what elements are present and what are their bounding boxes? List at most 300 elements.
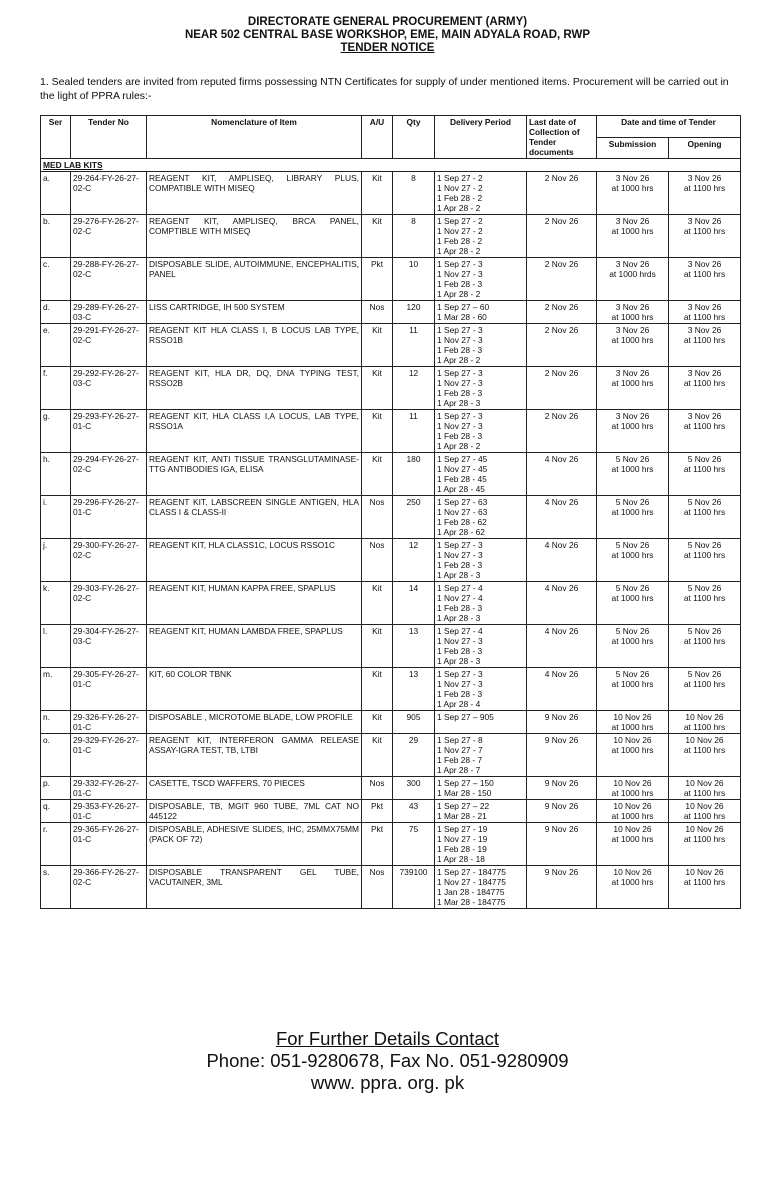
- opening-line: at 1100 hrs: [683, 183, 726, 193]
- cell-qty: 8: [393, 172, 435, 215]
- cell-submission: [597, 582, 669, 625]
- delivery-line: 1 Nov 27 - 3: [437, 636, 483, 646]
- cell-tender-no: 29-353-FY-26-27-01-C: [71, 800, 147, 823]
- delivery-line: 1 Apr 28 - 3: [437, 656, 481, 666]
- opening-line: at 1100 hrs: [683, 877, 726, 887]
- submission-line: at 1000 hrds: [609, 269, 656, 279]
- cell-delivery: [435, 496, 527, 539]
- submission-line: 3 Nov 26: [615, 216, 650, 226]
- cell-ser: n.: [41, 711, 71, 734]
- delivery-line: 1 Sep 27 – 22: [437, 801, 490, 811]
- cell-au: Kit: [362, 668, 393, 711]
- cell-tender-no: 29-296-FY-26-27-01-C: [71, 496, 147, 539]
- delivery-line: 1 Sep 27 - 3: [437, 669, 483, 679]
- cell-delivery: [435, 215, 527, 258]
- cell-ser: i.: [41, 496, 71, 539]
- cell-nomenclature: DISPOSABLE TRANSPARENT GEL TUBE, VACUTAINER, 3ML: [147, 866, 362, 909]
- cell-submission: [597, 711, 669, 734]
- submission-line: 10 Nov 26: [613, 712, 652, 722]
- delivery-line: 1 Sep 27 - 63: [437, 497, 488, 507]
- cell-nomenclature: KIT, 60 COLOR TBNK: [147, 668, 362, 711]
- cell-nomenclature: REAGENT KIT, HLA DR, DQ, DNA TYPING TEST, RSSO2B: [147, 367, 362, 410]
- cell-qty: 11: [393, 324, 435, 367]
- cell-delivery: [435, 582, 527, 625]
- delivery-line: 1 Nov 27 - 4: [437, 593, 483, 603]
- delivery-line: 1 Apr 28 - 18: [437, 854, 485, 864]
- cell-delivery: [435, 539, 527, 582]
- cell-au: Kit: [362, 215, 393, 258]
- delivery-line: 1 Apr 28 - 7: [437, 765, 481, 775]
- cell-tender-no: 29-300-FY-26-27-02-C: [71, 539, 147, 582]
- header-title: TENDER NOTICE: [340, 42, 435, 54]
- cell-tender-no: 29-326-FY-26-27-01-C: [71, 711, 147, 734]
- submission-line: 3 Nov 26: [615, 368, 650, 378]
- cell-last-date: 4 Nov 26: [527, 453, 597, 496]
- cell-nomenclature: REAGENT KIT, ANTI TISSUE TRANSGLUTAMINASE-TTG ANTIBODIES IGA, ELISA: [147, 453, 362, 496]
- submission-line: 10 Nov 26: [613, 735, 652, 745]
- cell-opening: [669, 777, 741, 800]
- cell-nomenclature: REAGENT KIT, HLA CLASS1C, LOCUS RSSO1C: [147, 539, 362, 582]
- delivery-line: 1 Mar 28 - 150: [437, 788, 492, 798]
- cell-nomenclature: REAGENT KIT, INTERFERON GAMMA RELEASE ASSAY-IGRA TEST, TB, LTBI: [147, 734, 362, 777]
- notice-header: [0, 16, 775, 55]
- cell-tender-no: 29-294-FY-26-27-02-C: [71, 453, 147, 496]
- cell-delivery: [435, 324, 527, 367]
- opening-line: at 1100 hrs: [683, 788, 726, 798]
- delivery-line: 1 Apr 28 - 4: [437, 699, 481, 709]
- cell-submission: [597, 668, 669, 711]
- col-au: A/U: [362, 116, 393, 159]
- cell-qty: 300: [393, 777, 435, 800]
- cell-submission: [597, 324, 669, 367]
- delivery-line: 1 Nov 27 - 63: [437, 507, 488, 517]
- opening-line: 5 Nov 26: [687, 540, 722, 550]
- delivery-line: 1 Nov 27 - 19: [437, 834, 488, 844]
- cell-ser: k.: [41, 582, 71, 625]
- cell-ser: j.: [41, 539, 71, 582]
- delivery-line: 1 Apr 28 - 3: [437, 570, 481, 580]
- opening-line: at 1100 hrs: [683, 507, 726, 517]
- cell-delivery: [435, 734, 527, 777]
- opening-line: at 1100 hrs: [683, 421, 726, 431]
- cell-qty: 43: [393, 800, 435, 823]
- cell-au: Nos: [362, 777, 393, 800]
- cell-opening: [669, 866, 741, 909]
- delivery-line: 1 Mar 28 - 60: [437, 312, 487, 322]
- submission-line: at 1000 hrs: [611, 636, 654, 646]
- delivery-line: 1 Jan 28 - 184775: [437, 887, 505, 897]
- cell-opening: [669, 410, 741, 453]
- table-row: [41, 301, 741, 324]
- opening-line: 5 Nov 26: [687, 454, 722, 464]
- cell-ser: o.: [41, 734, 71, 777]
- cell-au: Pkt: [362, 800, 393, 823]
- cell-qty: 120: [393, 301, 435, 324]
- cell-submission: [597, 410, 669, 453]
- table-row: [41, 324, 741, 367]
- opening-line: 3 Nov 26: [687, 216, 722, 226]
- tender-table: [40, 115, 741, 909]
- delivery-line: 1 Apr 28 - 2: [437, 246, 481, 256]
- header-line-1: DIRECTORATE GENERAL PROCUREMENT (ARMY): [247, 16, 528, 28]
- cell-opening: [669, 625, 741, 668]
- cell-submission: [597, 215, 669, 258]
- cell-au: Kit: [362, 367, 393, 410]
- cell-last-date: 9 Nov 26: [527, 800, 597, 823]
- delivery-line: 1 Nov 27 - 184775: [437, 877, 506, 887]
- cell-submission: [597, 734, 669, 777]
- delivery-line: 1 Nov 27 - 3: [437, 421, 483, 431]
- submission-line: at 1000 hrs: [611, 550, 654, 560]
- opening-line: at 1100 hrs: [683, 745, 726, 755]
- submission-line: at 1000 hrs: [611, 788, 654, 798]
- delivery-line: 1 Feb 28 - 3: [437, 689, 483, 699]
- cell-ser: g.: [41, 410, 71, 453]
- delivery-line: 1 Sep 27 - 19: [437, 824, 488, 834]
- opening-line: at 1100 hrs: [683, 550, 726, 560]
- section-row: [41, 159, 741, 172]
- submission-line: at 1000 hrs: [611, 335, 654, 345]
- submission-line: at 1000 hrs: [611, 378, 654, 388]
- tender-table-wrapper: [40, 115, 740, 909]
- cell-nomenclature: LISS CARTRIDGE, IH 500 SYSTEM: [147, 301, 362, 324]
- cell-delivery: [435, 625, 527, 668]
- cell-last-date: 2 Nov 26: [527, 301, 597, 324]
- cell-opening: [669, 823, 741, 866]
- cell-qty: 739100: [393, 866, 435, 909]
- cell-tender-no: 29-292-FY-26-27-03-C: [71, 367, 147, 410]
- delivery-line: 1 Apr 28 - 2: [437, 289, 481, 299]
- delivery-line: 1 Feb 28 - 62: [437, 517, 487, 527]
- cell-ser: f.: [41, 367, 71, 410]
- cell-tender-no: 29-304-FY-26-27-03-C: [71, 625, 147, 668]
- cell-au: Kit: [362, 172, 393, 215]
- table-row: [41, 823, 741, 866]
- cell-au: Pkt: [362, 823, 393, 866]
- cell-submission: [597, 453, 669, 496]
- submission-line: at 1000 hrs: [611, 811, 654, 821]
- cell-submission: [597, 823, 669, 866]
- delivery-line: 1 Apr 28 - 45: [437, 484, 485, 494]
- cell-last-date: 4 Nov 26: [527, 539, 597, 582]
- cell-delivery: [435, 453, 527, 496]
- cell-submission: [597, 496, 669, 539]
- cell-au: Nos: [362, 301, 393, 324]
- submission-line: 3 Nov 26: [615, 325, 650, 335]
- opening-line: 3 Nov 26: [687, 325, 722, 335]
- cell-qty: 13: [393, 668, 435, 711]
- submission-line: at 1000 hrs: [611, 507, 654, 517]
- submission-line: at 1000 hrs: [611, 745, 654, 755]
- cell-au: Kit: [362, 410, 393, 453]
- opening-line: at 1100 hrs: [683, 679, 726, 689]
- cell-tender-no: 29-289-FY-26-27-03-C: [71, 301, 147, 324]
- delivery-line: 1 Apr 28 - 2: [437, 355, 481, 365]
- cell-delivery: [435, 258, 527, 301]
- cell-ser: p.: [41, 777, 71, 800]
- cell-opening: [669, 453, 741, 496]
- cell-tender-no: 29-366-FY-26-27-02-C: [71, 866, 147, 909]
- cell-ser: d.: [41, 301, 71, 324]
- submission-line: at 1000 hrs: [611, 421, 654, 431]
- submission-line: 10 Nov 26: [613, 778, 652, 788]
- cell-last-date: 4 Nov 26: [527, 582, 597, 625]
- col-opening: Opening: [669, 137, 741, 159]
- cell-submission: [597, 866, 669, 909]
- submission-line: at 1000 hrs: [611, 722, 654, 732]
- contact-footer: [0, 1028, 775, 1094]
- cell-last-date: 2 Nov 26: [527, 367, 597, 410]
- cell-nomenclature: DISPOSABLE, TB, MGIT 960 TUBE, 7ML CAT NO 445122: [147, 800, 362, 823]
- cell-last-date: 9 Nov 26: [527, 734, 597, 777]
- delivery-line: 1 Sep 27 - 4: [437, 626, 483, 636]
- cell-qty: 12: [393, 367, 435, 410]
- delivery-line: 1 Feb 28 - 3: [437, 646, 483, 656]
- opening-line: at 1100 hrs: [683, 312, 726, 322]
- opening-line: 3 Nov 26: [687, 368, 722, 378]
- delivery-line: 1 Apr 28 - 3: [437, 613, 481, 623]
- delivery-line: 1 Sep 27 - 3: [437, 259, 483, 269]
- cell-ser: r.: [41, 823, 71, 866]
- cell-last-date: 4 Nov 26: [527, 668, 597, 711]
- cell-submission: [597, 539, 669, 582]
- table-row: [41, 625, 741, 668]
- col-datetime: Date and time of Tender: [597, 116, 741, 138]
- cell-opening: [669, 301, 741, 324]
- footer-phone-fax: Phone: 051-9280678, Fax No. 051-9280909: [206, 1050, 569, 1071]
- opening-line: at 1100 hrs: [683, 378, 726, 388]
- cell-au: Nos: [362, 496, 393, 539]
- cell-opening: [669, 539, 741, 582]
- opening-line: at 1100 hrs: [683, 335, 726, 345]
- delivery-line: 1 Feb 28 - 3: [437, 345, 483, 355]
- table-row: [41, 539, 741, 582]
- cell-qty: 14: [393, 582, 435, 625]
- cell-qty: 250: [393, 496, 435, 539]
- opening-line: 5 Nov 26: [687, 497, 722, 507]
- delivery-line: 1 Apr 28 - 3: [437, 398, 481, 408]
- cell-last-date: 2 Nov 26: [527, 172, 597, 215]
- cell-ser: q.: [41, 800, 71, 823]
- opening-line: 5 Nov 26: [687, 626, 722, 636]
- cell-last-date: 9 Nov 26: [527, 711, 597, 734]
- delivery-line: 1 Apr 28 - 2: [437, 203, 481, 213]
- cell-delivery: [435, 668, 527, 711]
- table-row: [41, 668, 741, 711]
- submission-line: at 1000 hrs: [611, 312, 654, 322]
- opening-line: at 1100 hrs: [683, 593, 726, 603]
- opening-line: at 1100 hrs: [683, 269, 726, 279]
- cell-au: Nos: [362, 539, 393, 582]
- submission-line: at 1000 hrs: [611, 183, 654, 193]
- opening-line: 5 Nov 26: [687, 583, 722, 593]
- cell-au: Kit: [362, 711, 393, 734]
- cell-tender-no: 29-365-FY-26-27-01-C: [71, 823, 147, 866]
- cell-last-date: 9 Nov 26: [527, 866, 597, 909]
- cell-opening: [669, 324, 741, 367]
- cell-tender-no: 29-288-FY-26-27-02-C: [71, 258, 147, 301]
- cell-submission: [597, 301, 669, 324]
- delivery-line: 1 Nov 27 - 2: [437, 183, 483, 193]
- cell-last-date: 4 Nov 26: [527, 625, 597, 668]
- cell-tender-no: 29-264-FY-26-27-02-C: [71, 172, 147, 215]
- delivery-line: 1 Sep 27 - 184775: [437, 867, 506, 877]
- tender-table-body: [41, 159, 741, 909]
- submission-line: at 1000 hrs: [611, 593, 654, 603]
- cell-nomenclature: REAGENT KIT, AMPLISEQ, BRCA PANEL, COMPTIBLE WITH MISEQ: [147, 215, 362, 258]
- cell-nomenclature: REAGENT KIT, LABSCREEN SINGLE ANTIGEN, HLA CLASS I & CLASS-II: [147, 496, 362, 539]
- col-last-date: Last date of Collection of Tender documents: [527, 116, 597, 159]
- opening-line: 10 Nov 26: [685, 778, 724, 788]
- footer-contact-heading: For Further Details Contact: [275, 1028, 500, 1049]
- opening-line: 3 Nov 26: [687, 302, 722, 312]
- table-row: [41, 496, 741, 539]
- cell-delivery: [435, 410, 527, 453]
- cell-ser: h.: [41, 453, 71, 496]
- table-row: [41, 453, 741, 496]
- cell-last-date: 4 Nov 26: [527, 496, 597, 539]
- submission-line: 10 Nov 26: [613, 867, 652, 877]
- cell-qty: 13: [393, 625, 435, 668]
- cell-ser: s.: [41, 866, 71, 909]
- submission-line: at 1000 hrs: [611, 877, 654, 887]
- cell-submission: [597, 800, 669, 823]
- delivery-line: 1 Feb 28 - 3: [437, 560, 483, 570]
- submission-line: at 1000 hrs: [611, 679, 654, 689]
- table-row: [41, 172, 741, 215]
- cell-qty: 12: [393, 539, 435, 582]
- delivery-line: 1 Mar 28 - 184775: [437, 897, 506, 907]
- delivery-line: 1 Feb 28 - 3: [437, 279, 483, 289]
- cell-qty: 8: [393, 215, 435, 258]
- delivery-line: 1 Apr 28 - 62: [437, 527, 485, 537]
- submission-line: 10 Nov 26: [613, 824, 652, 834]
- col-nomenclature: Nomenclature of Item: [147, 116, 362, 159]
- delivery-line: 1 Sep 27 - 4: [437, 583, 483, 593]
- cell-opening: [669, 711, 741, 734]
- cell-au: Kit: [362, 625, 393, 668]
- delivery-line: 1 Nov 27 - 3: [437, 378, 483, 388]
- cell-submission: [597, 172, 669, 215]
- delivery-line: 1 Sep 27 - 3: [437, 368, 483, 378]
- opening-line: 10 Nov 26: [685, 712, 724, 722]
- cell-last-date: 2 Nov 26: [527, 258, 597, 301]
- cell-delivery: [435, 367, 527, 410]
- cell-nomenclature: DISPOSABLE , MICROTOME BLADE, LOW PROFILE: [147, 711, 362, 734]
- opening-line: 10 Nov 26: [685, 867, 724, 877]
- cell-au: Pkt: [362, 258, 393, 301]
- opening-line: 10 Nov 26: [685, 824, 724, 834]
- delivery-line: 1 Mar 28 - 21: [437, 811, 487, 821]
- delivery-line: 1 Nov 27 - 3: [437, 679, 483, 689]
- cell-nomenclature: REAGENT KIT HLA CLASS I, B LOCUS LAB TYPE, RSSO1B: [147, 324, 362, 367]
- cell-opening: [669, 367, 741, 410]
- cell-delivery: [435, 301, 527, 324]
- cell-qty: 29: [393, 734, 435, 777]
- footer-website: www. ppra. org. pk: [310, 1072, 465, 1093]
- col-delivery: Delivery Period: [435, 116, 527, 159]
- cell-au: Nos: [362, 866, 393, 909]
- cell-au: Kit: [362, 453, 393, 496]
- delivery-line: 1 Feb 28 - 7: [437, 755, 483, 765]
- submission-line: at 1000 hrs: [611, 226, 654, 236]
- delivery-line: 1 Sep 27 – 60: [437, 302, 490, 312]
- delivery-line: 1 Feb 28 - 3: [437, 603, 483, 613]
- delivery-line: 1 Nov 27 - 3: [437, 269, 483, 279]
- table-row: [41, 711, 741, 734]
- submission-line: 5 Nov 26: [615, 540, 650, 550]
- delivery-line: 1 Sep 27 - 8: [437, 735, 483, 745]
- cell-delivery: [435, 711, 527, 734]
- cell-opening: [669, 668, 741, 711]
- cell-opening: [669, 496, 741, 539]
- intro-paragraph: 1. Sealed tenders are invited from reputed firms possessing NTN Certificates for supply of under mentioned items. Procurement will be carried out in the light of PPRA rules:-: [40, 76, 729, 102]
- header-line-2: NEAR 502 CENTRAL BASE WORKSHOP, EME, MAIN ADYALA ROAD, RWP: [184, 29, 591, 41]
- cell-delivery: [435, 800, 527, 823]
- opening-line: at 1100 hrs: [683, 464, 726, 474]
- cell-qty: 180: [393, 453, 435, 496]
- section-label: MED LAB KITS: [41, 159, 741, 172]
- cell-opening: [669, 258, 741, 301]
- delivery-line: 1 Nov 27 - 2: [437, 226, 483, 236]
- cell-au: Kit: [362, 324, 393, 367]
- delivery-line: 1 Sep 27 - 45: [437, 454, 488, 464]
- col-submission: Submission: [597, 137, 669, 159]
- cell-opening: [669, 582, 741, 625]
- cell-last-date: 2 Nov 26: [527, 410, 597, 453]
- submission-line: 3 Nov 26: [615, 302, 650, 312]
- cell-tender-no: 29-303-FY-26-27-02-C: [71, 582, 147, 625]
- cell-tender-no: 29-305-FY-26-27-01-C: [71, 668, 147, 711]
- submission-line: 5 Nov 26: [615, 669, 650, 679]
- submission-line: 3 Nov 26: [615, 259, 650, 269]
- cell-tender-no: 29-329-FY-26-27-01-C: [71, 734, 147, 777]
- table-row: [41, 866, 741, 909]
- cell-qty: 10: [393, 258, 435, 301]
- delivery-line: 1 Feb 28 - 2: [437, 193, 483, 203]
- opening-line: 3 Nov 26: [687, 259, 722, 269]
- delivery-line: 1 Nov 27 - 45: [437, 464, 488, 474]
- delivery-line: 1 Feb 28 - 2: [437, 236, 483, 246]
- cell-nomenclature: DISPOSABLE SLIDE, AUTOIMMUNE, ENCEPHALITIS, PANEL: [147, 258, 362, 301]
- cell-last-date: 9 Nov 26: [527, 823, 597, 866]
- submission-line: 5 Nov 26: [615, 583, 650, 593]
- submission-line: at 1000 hrs: [611, 834, 654, 844]
- table-row: [41, 800, 741, 823]
- submission-line: 5 Nov 26: [615, 626, 650, 636]
- opening-line: 5 Nov 26: [687, 669, 722, 679]
- delivery-line: 1 Feb 28 - 45: [437, 474, 487, 484]
- cell-opening: [669, 800, 741, 823]
- opening-line: at 1100 hrs: [683, 636, 726, 646]
- col-qty: Qty: [393, 116, 435, 159]
- cell-ser: c.: [41, 258, 71, 301]
- col-tender-no: Tender No: [71, 116, 147, 159]
- delivery-line: 1 Sep 27 - 3: [437, 411, 483, 421]
- cell-qty: 905: [393, 711, 435, 734]
- cell-ser: l.: [41, 625, 71, 668]
- delivery-line: 1 Sep 27 - 3: [437, 325, 483, 335]
- table-row: [41, 410, 741, 453]
- delivery-line: 1 Sep 27 - 2: [437, 173, 483, 183]
- delivery-line: 1 Sep 27 – 150: [437, 778, 494, 788]
- cell-nomenclature: DISPOSABLE, ADHESIVE SLIDES, IHC, 25MMX75MM (PACK OF 72): [147, 823, 362, 866]
- opening-line: 10 Nov 26: [685, 735, 724, 745]
- delivery-line: 1 Feb 28 - 19: [437, 844, 487, 854]
- cell-delivery: [435, 777, 527, 800]
- delivery-line: 1 Sep 27 - 3: [437, 540, 483, 550]
- opening-line: 10 Nov 26: [685, 801, 724, 811]
